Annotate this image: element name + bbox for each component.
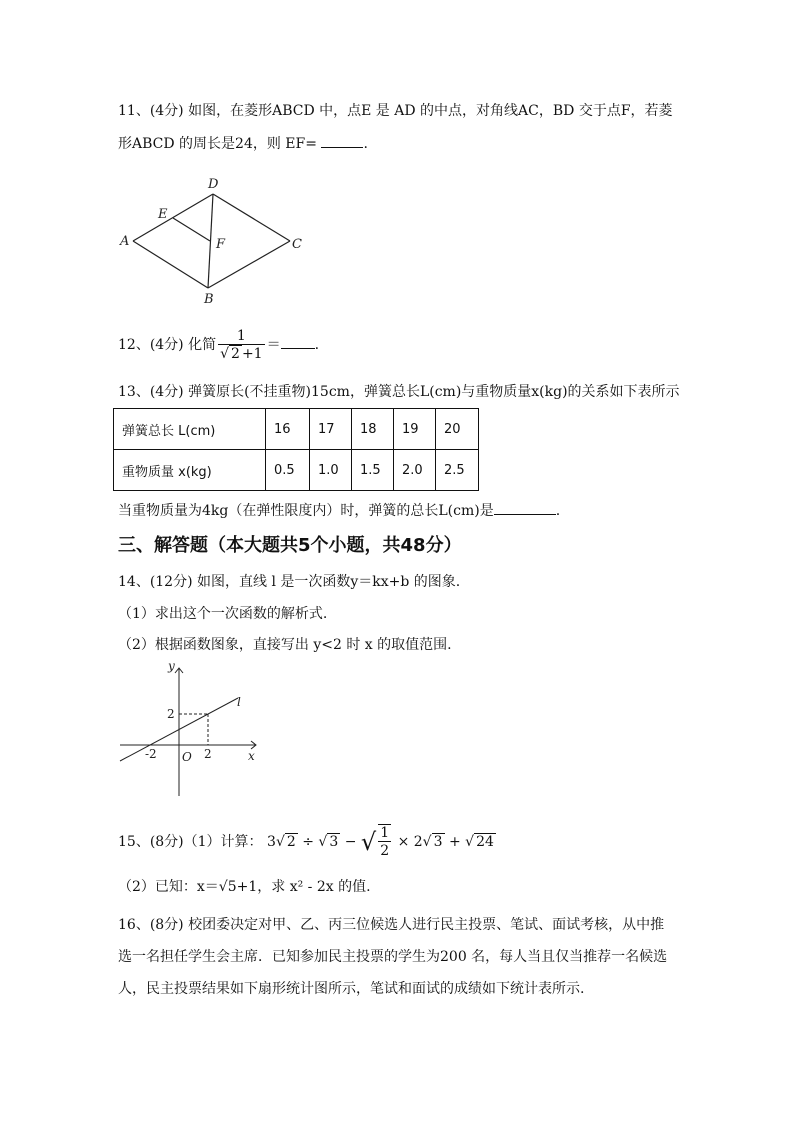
label-origin: O — [182, 750, 192, 764]
q13-question — [118, 500, 560, 521]
table-cell: 2.5 — [436, 450, 479, 491]
segment-ef — [173, 218, 210, 241]
q15-line1: 15、(8分)（1）计算： 3√ 2 ÷ √ 3 − √ $\frac{1}{2}$ × 2√ 3 + √ 24 — [118, 825, 494, 859]
label-a: A — [120, 234, 130, 249]
radicand: 24 — [476, 834, 494, 850]
label-e: E — [158, 207, 168, 222]
table-cell: 2.0 — [394, 450, 436, 491]
q16-line1: 16、(8分) 校团委决定对甲、乙、丙三位候选人进行民主投票、笔试、面试考核，从中推 — [118, 917, 665, 933]
label-y-axis: y — [168, 660, 175, 673]
edge-ba — [133, 241, 208, 288]
q16-line2: 选一名担任学生会主席．已知参加民主投票的学生为200 名，每人当且仅当推荐一名候选 — [118, 949, 668, 965]
table-cell: 17 — [310, 409, 352, 450]
q11-period: . — [363, 136, 368, 152]
q14-line1: 14、(12分) 如图，直线 l 是一次函数y＝kx+b 的图象. — [118, 574, 461, 590]
q12-line — [118, 326, 319, 364]
answer-blank — [281, 334, 315, 349]
label-x-axis: x — [248, 749, 255, 763]
radicand: 3 — [329, 834, 339, 850]
table-cell: 19 — [394, 409, 436, 450]
function-graph — [118, 660, 266, 800]
q12-denominator: √ 2 +1 — [220, 345, 263, 362]
radicand: 2 — [286, 834, 296, 850]
half-numerator: 1 — [380, 825, 390, 841]
q12-fraction — [218, 328, 264, 363]
q11-line2 — [118, 133, 368, 154]
label-c: C — [292, 237, 302, 252]
q12-equals: ＝ — [266, 337, 281, 353]
q16-line3: 人，民主投票结果如下扇形统计图所示，笔试和面试的成绩如下统计表所示. — [118, 981, 585, 997]
rhombus-figure — [110, 172, 330, 312]
tick-x-2: 2 — [204, 747, 212, 761]
tick-x-neg2: -2 — [145, 747, 157, 761]
label-d: D — [208, 177, 219, 192]
table-cell: 16 — [266, 409, 310, 450]
q15-prefix: 15、(8分)（1）计算： — [118, 834, 263, 850]
q12-radicand: 2 — [231, 345, 240, 362]
half-denominator: 2 — [380, 843, 390, 859]
q15-div: ÷ — [302, 834, 314, 850]
tick-y-2: 2 — [167, 707, 175, 721]
q11-text: 形ABCD 的周长是24，则 EF= — [118, 136, 317, 152]
q15-half — [378, 824, 391, 860]
edge-ad — [133, 194, 213, 241]
table-cell: 1.5 — [352, 450, 394, 491]
q13-period: . — [555, 503, 561, 519]
table-row — [114, 450, 479, 491]
q15-plus: + — [448, 834, 461, 850]
edge-dc — [213, 194, 290, 241]
table-cell: 18 — [352, 409, 394, 450]
answer-blank — [494, 500, 556, 515]
q15-part2: （2）已知：x＝√5+1，求 x² - 2x 的值. — [118, 879, 371, 895]
q12-period: . — [314, 337, 320, 353]
radicand: 3 — [433, 834, 443, 850]
row-header: 重物质量 x(kg) — [114, 450, 266, 491]
table-cell: 20 — [436, 409, 479, 450]
row-header: 弹簧总长 L(cm) — [114, 409, 266, 450]
diagonal-bd — [208, 194, 213, 288]
q15-minus: − — [344, 834, 357, 850]
section-heading: 三、解答题（本大题共5个小题，共48分） — [118, 535, 462, 556]
q12-den-rest: +1 — [241, 345, 263, 362]
answer-blank — [321, 133, 363, 148]
q11-line1: 11、(4分) 如图，在菱形ABCD 中，点E 是 AD 的中点，对角线AC，BD 交于点F，若菱 — [118, 103, 673, 119]
q12-numerator: 1 — [236, 327, 246, 344]
table-cell: 1.0 — [310, 450, 352, 491]
q14-part1: （1）求出这个一次函数的解析式. — [118, 606, 328, 622]
label-b: B — [204, 292, 214, 307]
q14-part2: （2）根据函数图象，直接写出 y<2 时 x 的取值范围. — [118, 637, 452, 653]
q15-coef: 3 — [267, 834, 276, 850]
table-row — [114, 409, 479, 450]
q15-times: × 2 — [397, 834, 423, 850]
label-line-l: l — [237, 695, 241, 709]
table-cell: 0.5 — [266, 450, 310, 491]
q13-intro: 13、(4分) 弹簧原长(不挂重物)15cm，弹簧总长L(cm)与重物质量x(kg)的关系如下表所示 — [118, 384, 680, 400]
q12-prefix: 12、(4分) 化简 — [118, 337, 217, 353]
q13-question-text: 当重物质量为4kg（在弹性限度内）时，弹簧的总长L(cm)是 — [118, 503, 494, 519]
spring-table — [113, 408, 479, 491]
label-f: F — [216, 237, 226, 252]
